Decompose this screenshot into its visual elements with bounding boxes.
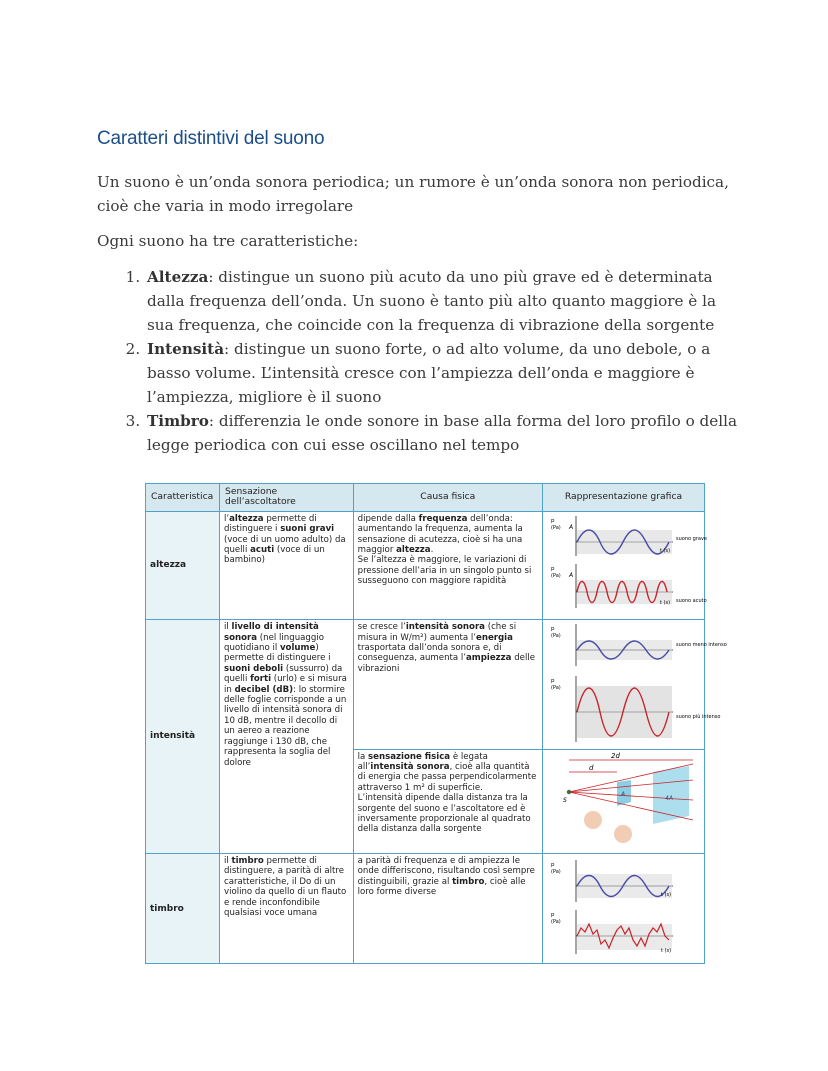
table-row: [146, 511, 705, 619]
header-sensation: Sensazione dell’ascoltatore: [219, 484, 353, 512]
intensita-cause-amplitude: se cresce l’intensità sonora (che si misura in W/m²) aumenta l’energia trasportata dall’onda sonora e, di conseguenza, aumenta l’ampiezza delle vibrazioni: [353, 620, 542, 749]
svg-text:(Pa): (Pa): [550, 572, 561, 579]
label-2d: 2d: [610, 751, 620, 760]
svg-text:t (s): t (s): [660, 892, 672, 899]
list-item: [145, 337, 745, 409]
svg-text:A: A: [620, 790, 626, 798]
inverse-square-graph: [542, 749, 704, 853]
svg-text:p: p: [550, 912, 555, 919]
svg-text:p: p: [550, 517, 555, 524]
feature-text: : differenzia le onde sonore in base alla forma del loro profilo o della legge periodica con cui esse oscillano nel tempo: [147, 412, 738, 454]
label-suono-piu-intenso: suono più intenso: [675, 714, 721, 721]
label-suono-acuto: suono acuto: [675, 597, 707, 604]
intensita-cause-distance: la sensazione fisica è legata all’intensità sonora, cioè alla quantità di energia che passa perpendicolarmente attraverso 1 m² di superficie. L’intensità dipende dalla distanza tra la sorgente del suono e l’ascoltatore ed è inversamente proporzionale al quadrato della distanza dalla sorgente: [353, 749, 542, 853]
header-cause: Causa fisica: [353, 484, 542, 512]
wave-plot-piu-intenso: [551, 676, 720, 742]
intro-paragraph: Un suono è un’onda sonora periodica; un rumore è un’onda sonora non periodica, cioè che varia in modo irregolare: [97, 173, 729, 215]
page-title: Caratteri distintivi del suono: [97, 128, 325, 149]
intensita-graph: [542, 620, 727, 749]
svg-text:(Pa): (Pa): [550, 919, 561, 926]
intensita-sensation: il livello di intensità sonora (nel linguaggio quotidiano il volume) permette di distinguere i suoni deboli (sussurro) da quelli forti (urlo) e si misura in decibel (dB): lo stormire delle foglie corrisponde a un livello di intensità sonora di 10 dB, mentre il decollo di un aereo a reazione raggiunge i 130 dB, che rappresenta la soglia del dolore: [219, 620, 353, 854]
timbro-cause: a parità di frequenza e di ampiezza le onde differiscono, risultando così sempre distinguibili, grazie al timbro, cioè alle loro forme diverse: [353, 854, 542, 964]
row-label-intensita: intensità: [146, 620, 220, 854]
svg-text:t (s): t (s): [659, 547, 671, 554]
feature-text: : distingue un suono forte, o ad alto volume, da uno debole, o a basso volume. L’intensità cresce con l’ampiezza dell’onda e maggiore è l’ampiezza, migliore è il suono: [147, 340, 711, 406]
wave-plot-timbro-1: [551, 860, 673, 902]
altezza-waves-figure: [543, 512, 707, 616]
feature-text: : distingue un suono più acuto da uno più grave ed è determinata dalla frequenza dell’onda. Un suono è tanto più alto quanto maggiore è la sua frequenza, che coincide con la frequenza di vibrazione della sorgente: [147, 268, 717, 334]
svg-text:p: p: [550, 565, 555, 572]
table-header-row: [146, 484, 705, 512]
feature-term: Timbro: [147, 412, 209, 430]
svg-text:(Pa): (Pa): [550, 524, 561, 531]
altezza-graph: [542, 511, 707, 619]
svg-text:p: p: [550, 678, 555, 685]
sound-characteristics-table: [145, 483, 727, 964]
wave-plot-acuto: [551, 564, 707, 608]
feature-term: Altezza: [147, 268, 209, 286]
header-graph: Rappresentazione grafica: [542, 484, 704, 512]
label-suono-grave: suono grave: [675, 535, 707, 542]
label-suono-meno-intenso: suono meno intenso: [675, 642, 727, 649]
svg-text:A: A: [568, 571, 574, 579]
svg-text:(Pa): (Pa): [550, 869, 561, 876]
timbro-graph: [542, 854, 704, 964]
wave-plot-meno-intenso: [551, 624, 727, 666]
svg-text:t (s): t (s): [660, 948, 672, 955]
list-item: [145, 265, 745, 337]
label-d: d: [588, 763, 594, 772]
row-label-timbro: timbro: [146, 854, 220, 964]
table-row: [146, 854, 705, 964]
svg-text:(Pa): (Pa): [550, 633, 561, 640]
table-row: [146, 620, 705, 749]
listener-ear-near: [584, 811, 602, 829]
timbro-sensation: il timbro permette di distinguere, a parità di altre caratteristiche, il Do di un violino da quello di un flauto e rende inconfondibile qualsiasi voce umana: [219, 854, 353, 964]
inverse-square-figure: [543, 750, 703, 850]
features-list: [97, 265, 745, 457]
intensita-waves-figure: [543, 620, 727, 745]
svg-text:S: S: [562, 796, 567, 804]
wave-plot-timbro-2: [551, 910, 673, 954]
wave-plot-grave: [551, 516, 707, 556]
altezza-sensation: l’altezza permette di distinguere i suoni gravi (voce di un uomo adulto) da quelli acuti (voce di un bambino): [219, 511, 353, 619]
lead-paragraph: Ogni suono ha tre caratteristiche:: [97, 232, 359, 250]
timbro-waves-figure: [543, 854, 703, 960]
feature-term: Intensità: [147, 340, 225, 358]
svg-text:A: A: [568, 523, 574, 531]
row-label-altezza: altezza: [146, 511, 220, 619]
altezza-cause: dipende dalla frequenza dell’onda: aumentando la frequenza, aumenta la sensazione di acutezza, cioè si ha una maggior altezza. Se l’altezza è maggiore, le variazioni di pressione dell’aria in un singolo punto si susseguono con maggiore rapidità: [353, 511, 542, 619]
listener-ear-far: [614, 825, 632, 843]
list-item: [145, 409, 745, 457]
svg-text:t (s): t (s): [659, 599, 671, 606]
svg-text:(Pa): (Pa): [550, 685, 561, 692]
svg-text:p: p: [550, 626, 555, 633]
header-characteristic: Caratteristica: [146, 484, 220, 512]
svg-text:p: p: [550, 862, 555, 869]
